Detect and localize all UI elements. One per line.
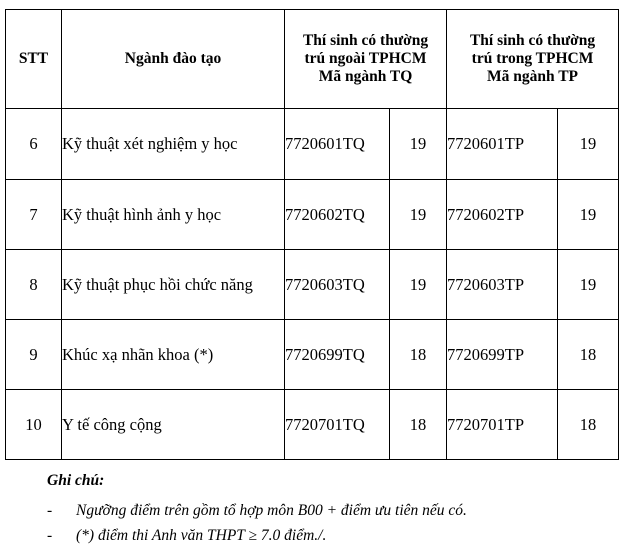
- header-outside-line3: Mã ngành TQ: [318, 68, 413, 85]
- cell-major: Kỹ thuật xét nghiệm y học: [62, 109, 285, 180]
- header-inside-line1: Thí sinh có thường: [469, 32, 596, 49]
- cell-stt: 7: [6, 180, 62, 250]
- cell-score-tq: 18: [390, 390, 447, 460]
- header-stt: STT: [6, 10, 62, 109]
- note-dash: -: [47, 502, 53, 519]
- cell-stt: 9: [6, 320, 62, 390]
- cell-score-tp: 18: [558, 320, 619, 390]
- cell-code-tp: 7720699TP: [447, 320, 558, 390]
- cell-code-tp: 7720601TP: [447, 109, 558, 180]
- cell-code-tq: 7720699TQ: [285, 320, 390, 390]
- cell-score-tq: 19: [390, 109, 447, 180]
- cell-stt: 10: [6, 390, 62, 460]
- cell-major: Kỹ thuật hình ảnh y học: [62, 180, 285, 250]
- table-row: [6, 320, 619, 390]
- notes-title: Ghi chú:: [47, 472, 105, 489]
- cell-score-tq: 19: [390, 250, 447, 320]
- cell-score-tp: 19: [558, 180, 619, 250]
- cell-code-tp: 7720701TP: [447, 390, 558, 460]
- table-row: [6, 109, 619, 180]
- header-inside-line3: Mã ngành TP: [487, 68, 579, 85]
- cell-major: Khúc xạ nhãn khoa (*): [62, 320, 285, 390]
- header-outside-line2: trú ngoài TPHCM: [304, 50, 427, 67]
- cell-code-tp: 7720603TP: [447, 250, 558, 320]
- cell-code-tp: 7720602TP: [447, 180, 558, 250]
- cell-code-tq: 7720603TQ: [285, 250, 390, 320]
- header-outside-hcmc: [285, 10, 447, 109]
- note-dash: -: [47, 527, 53, 544]
- cell-score-tp: 19: [558, 109, 619, 180]
- note-text: (*) điểm thi Anh văn THPT ≥ 7.0 điểm./.: [76, 527, 327, 544]
- header-outside-line1: Thí sinh có thường: [302, 32, 429, 49]
- cell-stt: 8: [6, 250, 62, 320]
- header-inside-line2: trú trong TPHCM: [471, 50, 594, 67]
- cell-code-tq: 7720601TQ: [285, 109, 390, 180]
- table-row: [6, 390, 619, 460]
- note-text: Ngưỡng điểm trên gồm tổ hợp môn B00 + điểm ưu tiên nếu có.: [76, 502, 467, 519]
- table-row: [6, 250, 619, 320]
- cell-score-tq: 18: [390, 320, 447, 390]
- cell-major: Kỹ thuật phục hồi chức năng: [62, 250, 285, 320]
- cell-major: Y tế công cộng: [62, 390, 285, 460]
- admission-score-table: [5, 9, 619, 460]
- cell-score-tq: 19: [390, 180, 447, 250]
- table-header-row: [6, 10, 619, 109]
- header-inside-hcmc: [447, 10, 619, 109]
- cell-code-tq: 7720701TQ: [285, 390, 390, 460]
- table-row: [6, 180, 619, 250]
- cell-code-tq: 7720602TQ: [285, 180, 390, 250]
- header-major: Ngành đào tạo: [62, 10, 285, 109]
- cell-score-tp: 18: [558, 390, 619, 460]
- cell-score-tp: 19: [558, 250, 619, 320]
- cell-stt: 6: [6, 109, 62, 180]
